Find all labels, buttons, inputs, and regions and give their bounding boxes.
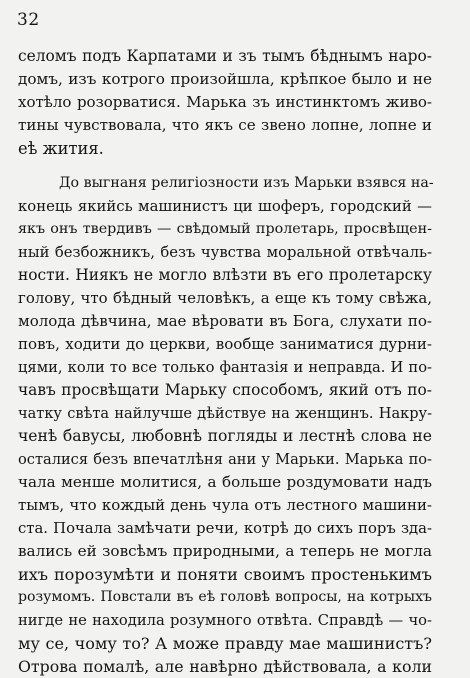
text-line: ихъ порозумѣти и поняти своимъ простенькимъ bbox=[18, 565, 432, 584]
body-text bbox=[18, 45, 432, 678]
text-line: чавъ просвѣщати Марьку способомъ, який отъ по- bbox=[18, 381, 432, 399]
text-line: хотѣло розорватися. Марька зъ инстинктомъ живо- bbox=[18, 93, 432, 111]
text-line: Отрова помалѣ, але навѣрно дѣйствовала, а коли bbox=[18, 657, 432, 676]
text-line: розумомъ. Повстали въ еѣ головѣ вопросы, на котрыхъ bbox=[18, 589, 432, 605]
text-line: повъ, ходити до церкви, вообще заниматися дурни- bbox=[18, 335, 432, 353]
text-line: ста. Почала замѣчати речи, котрѣ до сихъ поръ зда- bbox=[18, 520, 432, 537]
text-line: осталися безъ впечатлѣня ани у Марьки. Марька по- bbox=[18, 451, 432, 468]
text-line: До выгнаня религiозности изъ Марьки взявся на- bbox=[59, 175, 434, 191]
text-line: селомъ подъ Карпатами и зъ тымъ бѣднымъ наро- bbox=[18, 47, 432, 65]
text-line: цями, коли то все только фантазiя и неправда. И по- bbox=[18, 359, 432, 376]
paragraph-2 bbox=[18, 172, 432, 678]
text-line: чатку свѣта найлучше дѣйствуе на женщинъ. Накру- bbox=[18, 405, 432, 422]
text-line: вались ей зовсѣмъ природными, а теперь не могла bbox=[18, 542, 432, 560]
text-line: нигде не находила розумного отвѣта. Справдѣ — чо- bbox=[18, 612, 432, 629]
text-line: тымъ, что кождый день чула отъ лестного машини- bbox=[18, 496, 432, 514]
text-line: еѣ жития. bbox=[18, 139, 104, 158]
text-line: молода дѣвчина, мае вѣровати въ Бога, слухати по- bbox=[18, 312, 432, 330]
page-number: 32 bbox=[17, 10, 40, 30]
text-line: му се, чому то? А може правду мае машинистъ? bbox=[18, 634, 432, 653]
text-line: домъ, изъ котрого произойшла, крѣпкое было и не bbox=[18, 70, 432, 88]
text-line: якъ онъ твердивъ — свѣдомый пролетарь, просвѣщен- bbox=[18, 221, 432, 237]
text-line: голову, что бѣдный человѣкъ, а еще къ тому свѣжа, bbox=[18, 289, 432, 307]
text-line: чала менше молитися, а больше роздумовати надъ bbox=[18, 473, 432, 491]
text-line: ченѣ бавусы, любовнѣ погляды и лестнѣ слова не bbox=[18, 427, 432, 445]
text-line: тины чувствовала, что якъ се звено лопне, лопне и bbox=[18, 116, 432, 134]
paragraph-1 bbox=[18, 45, 432, 160]
paragraph-gap bbox=[18, 160, 432, 172]
text-line: ный безбожникъ, безъ чувства моральной отвѣчаль- bbox=[18, 244, 432, 261]
text-line: конець якийсь машинистъ ци шоферъ, городский — bbox=[18, 198, 432, 215]
text-line: ности. Ниякъ не могло влѣзти въ его пролетарску bbox=[18, 266, 432, 284]
